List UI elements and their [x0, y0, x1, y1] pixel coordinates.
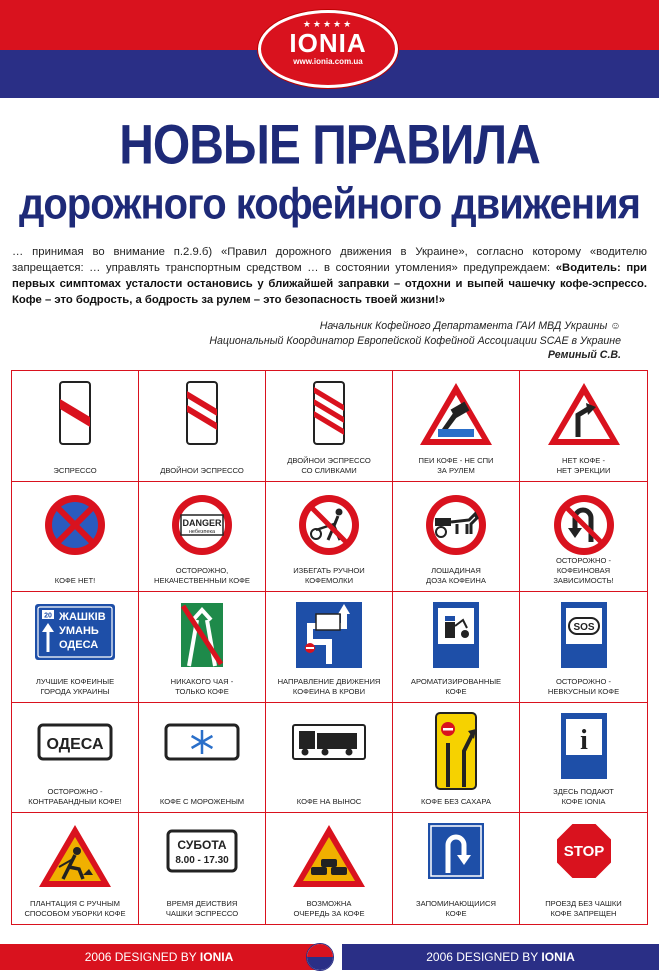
sign-cell: [393, 371, 520, 482]
sign-cell: [520, 371, 647, 482]
sign-cell: [393, 703, 520, 814]
no-u-turn-sign-icon: [549, 490, 619, 560]
sign-caption: КОФЕ НА ВЫНОС: [296, 797, 362, 807]
sign-caption: ВРЕМЯ ДЕИСТВИЯ ЧАШКИ ЭСПРЕССО: [165, 898, 239, 918]
lane-merge-sign-icon: [434, 711, 478, 791]
sign-caption: ДВОЙНОИ ЭСПРЕССО: [160, 465, 244, 475]
intro-paragraph: [12, 244, 647, 308]
sign-cell: [266, 703, 393, 814]
sign-caption: НЕТ КОФЕ - НЕТ ЭРЕКЦИИ: [556, 455, 611, 475]
sign-cell: [12, 703, 139, 814]
danger-prohibition-sign-icon: [167, 490, 237, 560]
intro-bold-text: «Водитель: при первых симптомах усталости остановись у ближайшей заправки – отдохни и выпей чашечку кофе-эспрессо. Кофе – это бодрость, а бодрость за рулем – это безопасность твоей жизни!»: [12, 262, 647, 306]
signature-line-1: Начальник Кофейного Департамента ГАИ МВД Украины ☺: [319, 320, 621, 332]
sign-caption: КОФЕ НЕТ!: [54, 576, 96, 586]
sign-caption: ОСТОРОЖНО - НЕВКУСНЫИ КОФЕ: [547, 676, 620, 696]
sign-cell: [139, 371, 266, 482]
sign-caption: ПРОЕЗД БЕЗ ЧАШКИ КОФЕ ЗАПРЕЩЕН: [545, 898, 622, 918]
footer-right-text: 2006 DESIGNED BY: [426, 950, 542, 964]
footer-right: [342, 944, 659, 970]
signature-line-2: Национальный Координатор Европейской Кофейной Ассоциации SCAE в Украине: [209, 335, 621, 347]
sign-caption: ПЛАНТАЦИЯ С РУЧНЫМ СПОСОБОМ УБОРКИ КОФЕ: [24, 898, 126, 918]
page-title: НОВЫЕ ПРАВИЛА: [119, 115, 540, 176]
intro-text: … принимая во внимание п.2.9.б) «Правил дорожного движения в Украине», согласно которому «водителю запрещается: … управлять транспортным средством … в состоянии утомления» предупреждаем:: [12, 246, 647, 274]
board-line-2: УМАНЬ: [59, 625, 99, 638]
stop-sign-icon: [554, 821, 614, 881]
footer-right-brand: IONIA: [541, 950, 575, 964]
sign-cell: [520, 592, 647, 703]
u-turn-info-sign-icon: [426, 821, 486, 881]
sign-caption: ЛУЧШИЕ КОФЕИНЫЕ ГОРОДА УКРАИНЫ: [35, 676, 115, 696]
logo-name: IONIA: [289, 28, 367, 58]
traffic-jam-warning-icon: [289, 821, 369, 891]
sign-cell: [520, 813, 647, 924]
sign-caption: НИКАКОГО ЧАЯ - ТОЛЬКО КОФЕ: [170, 676, 234, 696]
city-plate-text: ОДЕСА: [46, 735, 104, 753]
danger-sign-subtext: небезпека: [188, 528, 216, 535]
danger-sign-text: DANGER: [182, 517, 222, 528]
time-plate-day: СУБОТА: [177, 838, 227, 853]
ionia-logo[interactable]: [258, 10, 398, 88]
sign-caption: ЗАПОМИНАЮЩИИСЯ КОФЕ: [416, 898, 496, 918]
triple-stripe-sign-icon: [309, 379, 349, 449]
sign-cell: [12, 482, 139, 593]
board-line-1: ЖАШКІВ: [59, 611, 106, 624]
footer-left: [0, 944, 318, 970]
motorway-end-sign-icon: [177, 600, 227, 670]
sos-sign-icon: [559, 600, 609, 670]
sign-cell: [393, 592, 520, 703]
footer-left-text: 2006 DESIGNED BY: [84, 950, 200, 964]
sign-caption: ПЕИ КОФЕ - НЕ СПИ ЗА РУЛЕМ: [418, 455, 494, 475]
sign-cell: [266, 813, 393, 924]
sign-cell: [139, 703, 266, 814]
sign-caption: КОФЕ С МОРОЖЕНЫМ: [159, 797, 245, 807]
board-number: 20: [44, 612, 52, 620]
road-works-warning-icon: [35, 821, 115, 891]
time-plate-hours: 8.00 - 17.30: [175, 855, 229, 867]
city-name-plate-icon: [35, 711, 115, 771]
sign-caption: ЭСПРЕССО: [53, 465, 97, 475]
footer-emblem-icon: [306, 943, 334, 971]
sign-caption: НАПРАВЛЕНИЕ ДВИЖЕНИЯ КОФЕИНА В КРОВИ: [277, 676, 381, 696]
single-stripe-sign-icon: [55, 379, 95, 449]
sign-cell: [139, 592, 266, 703]
info-letter: i: [579, 724, 588, 756]
board-line-3: ОДЕСА: [59, 639, 99, 652]
footer-left-brand: IONIA: [199, 950, 234, 964]
sign-caption: ВОЗМОЖНА ОЧЕРЕДЬ ЗА КОФЕ: [293, 898, 365, 918]
sign-cell: [393, 482, 520, 593]
sos-text: SOS: [572, 622, 595, 634]
sign-cell: [12, 813, 139, 924]
sign-caption: ДВОЙНОИ ЭСПРЕССО СО СЛИВКАМИ: [287, 455, 371, 475]
sign-cell: [12, 371, 139, 482]
time-plate-icon: [162, 821, 242, 881]
logo-stars: ★★★★★: [302, 19, 354, 29]
no-stopping-sign-icon: [40, 490, 110, 560]
sign-cell: [266, 482, 393, 593]
sign-cell: [12, 592, 139, 703]
sign-cell: [520, 703, 647, 814]
stop-text: STOP: [563, 843, 604, 861]
sign-caption: ЛОШАДИНАЯ ДОЗА КОФЕИНА: [426, 566, 486, 586]
sign-cell: [266, 371, 393, 482]
direction-board-sign-icon: [33, 600, 117, 664]
detour-scheme-sign-icon: [294, 600, 364, 670]
sign-cell: [520, 482, 647, 593]
sign-caption: КОФЕ БЕЗ САХАРА: [421, 797, 491, 807]
no-handcart-sign-icon: [294, 490, 364, 560]
service-station-sign-icon: [431, 600, 481, 670]
information-sign-icon: [559, 711, 609, 781]
sign-caption: АРОМАТИЗИРОВАННЫЕ КОФЕ: [410, 676, 502, 696]
double-stripe-sign-icon: [182, 379, 222, 449]
sign-cell: [139, 482, 266, 593]
sign-caption: ОСТОРОЖНО - КОНТРАБАНДНЫИ КОФЕ!: [28, 787, 122, 807]
footer: [0, 944, 659, 970]
signature-name: Реминый С.В.: [547, 349, 621, 361]
sign-caption: ОСТОРОЖНО - КОФЕИНОВАЯ ЗАВИСИМОСТЬ!: [553, 556, 614, 586]
sign-caption: ЗДЕСЬ ПОДАЮТ КОФЕ IONIA: [553, 787, 614, 807]
right-turn-warning-icon: [544, 379, 624, 449]
no-horse-cart-sign-icon: [421, 490, 491, 560]
signs-grid: [11, 370, 648, 925]
logo-url: www.ionia.com.ua: [293, 57, 363, 66]
sign-cell: [266, 592, 393, 703]
sign-caption: ИЗБЕГАТЬ РУЧНОИ КОФЕМОЛКИ: [293, 566, 365, 586]
sign-cell: [393, 813, 520, 924]
truck-plate-icon: [289, 711, 369, 771]
car-falling-warning-icon: [416, 379, 496, 449]
page-subtitle: дорожного кофейного движения: [18, 179, 641, 229]
sign-cell: [139, 813, 266, 924]
sign-caption: ОСТОРОЖНО, НЕКАЧЕСТВЕННЫИ КОФЕ: [154, 566, 250, 586]
snowflake-plate-icon: [162, 711, 242, 771]
